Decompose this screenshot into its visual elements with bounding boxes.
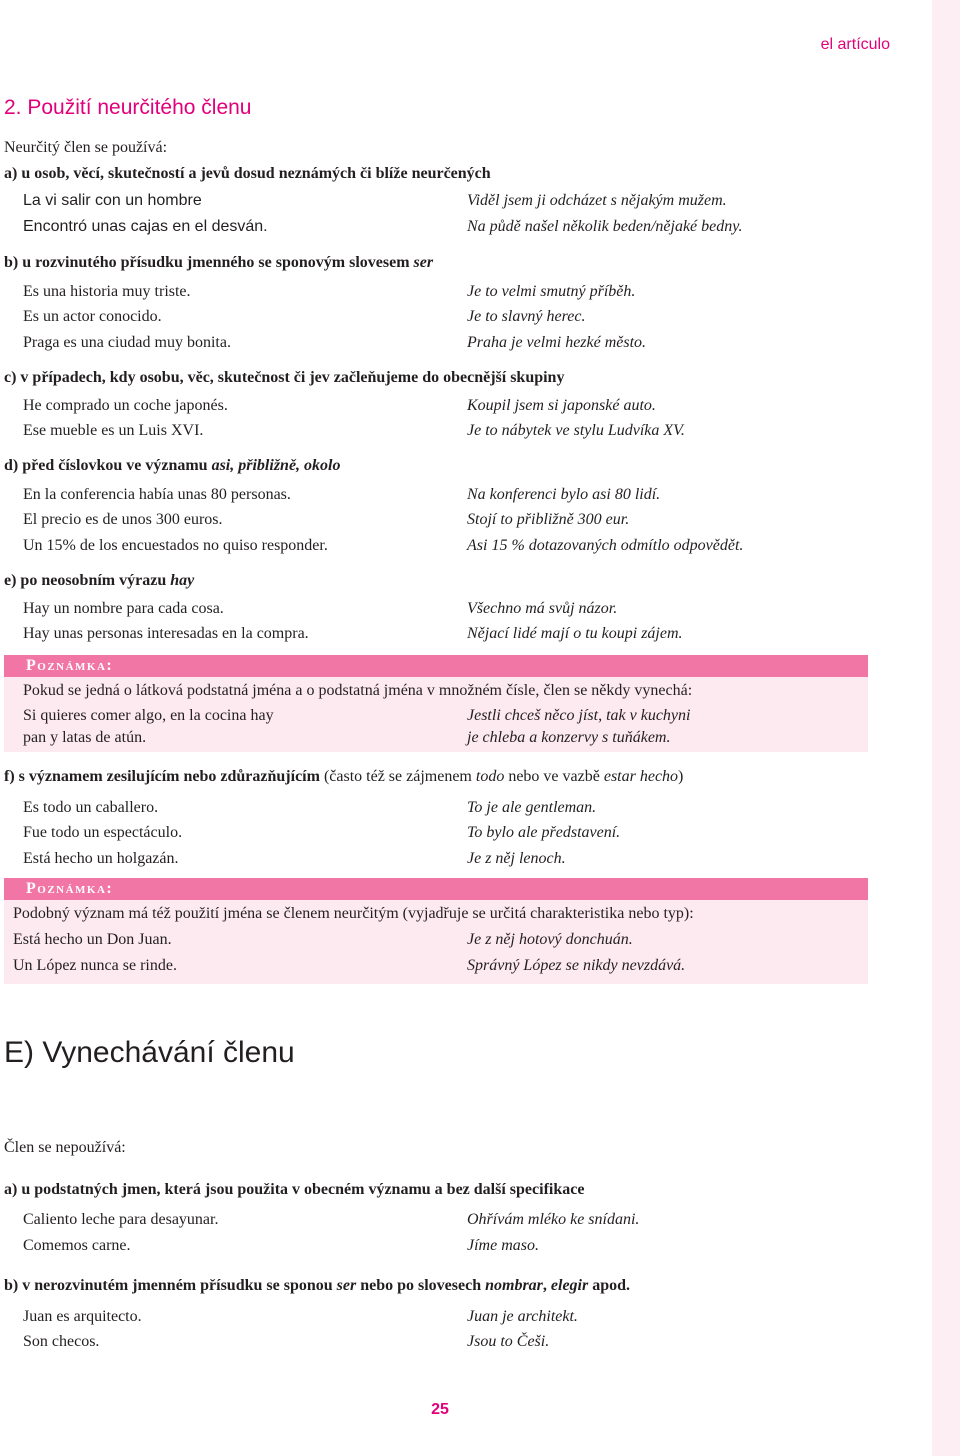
heading-a: a) u podstatných jmen, která jsou použita v obecném významu a bez další specifikace: [4, 1181, 585, 1198]
example-es: El precio es de unos 300 euros.: [23, 511, 223, 528]
note-text: Podobný význam má též použití jména se členem neurčitým (vyjadřuje se určitá charakteristika nebo typ):: [13, 905, 694, 922]
example-es: Es un actor conocido.: [23, 308, 162, 325]
example-es: Caliento leche para desayunar.: [23, 1211, 219, 1228]
running-header: el artículo: [820, 36, 890, 53]
heading-e: e) po neosobním výrazu hay: [4, 572, 195, 589]
example-cz: To bylo ale představení.: [467, 824, 621, 841]
example-es: Está hecho un holgazán.: [23, 850, 179, 867]
example-cz: Všechno má svůj názor.: [467, 600, 618, 617]
example-es: En la conferencia había unas 80 personas.: [23, 486, 291, 503]
example-cz: je chleba a konzervy s tuňákem.: [467, 729, 671, 746]
note-label-bar: Poznámka:: [4, 655, 868, 677]
example-es: He comprado un coche japonés.: [23, 397, 228, 414]
example-es: Si quieres comer algo, en la cocina hay: [23, 707, 274, 724]
heading-c: c) v případech, kdy osobu, věc, skutečnost či jev začleňujeme do obecnější skupiny: [4, 369, 565, 386]
example-es: Hay unas personas interesadas en la compra.: [23, 625, 309, 642]
heading-b: b) v nerozvinutém jmenném přísudku se sponou ser nebo po slovesech nombrar, elegir apod.: [4, 1277, 631, 1294]
example-cz: Je to velmi smutný příběh.: [467, 283, 636, 300]
section-title: E) Vynechávání členu: [4, 1036, 295, 1069]
section-intro: Člen se nepoužívá:: [4, 1139, 126, 1156]
heading-a: a) u osob, věcí, skutečností a jevů dosud neznámých či blíže neurčených: [4, 165, 491, 182]
example-es: Juan es arquitecto.: [23, 1308, 142, 1325]
heading-b: b) u rozvinutého přísudku jmenného se sponovým slovesem ser: [4, 254, 434, 271]
page-edge-strip: [932, 0, 960, 1456]
page-number: 25: [431, 1401, 449, 1418]
example-cz: Je z něj lenoch.: [467, 850, 566, 867]
example-es: Un López nunca se rinde.: [13, 957, 177, 974]
example-es: Es una historia muy triste.: [23, 283, 191, 300]
example-cz: Viděl jsem ji odcházet s nějakým mužem.: [467, 192, 727, 209]
example-cz: Jsou to Češi.: [467, 1333, 550, 1350]
note-label-bar: Poznámka:: [4, 878, 868, 900]
example-cz: Správný López se nikdy nevzdává.: [467, 957, 686, 974]
example-es: Praga es una ciudad muy bonita.: [23, 334, 231, 351]
example-cz: Praha je velmi hezké město.: [467, 334, 647, 351]
example-es: Hay un nombre para cada cosa.: [23, 600, 224, 617]
example-es: Ese mueble es un Luis XVI.: [23, 422, 204, 439]
example-es: Son checos.: [23, 1333, 100, 1350]
heading-f: f) s významem zesilujícím nebo zdůrazňujícím (často též se zájmenem todo nebo ve vazbě estar hecho): [4, 768, 684, 785]
example-cz: To je ale gentleman.: [467, 799, 597, 816]
example-cz: Je to nábytek ve stylu Ludvíka XV.: [467, 422, 685, 439]
example-cz: Stojí to přibližně 300 eur.: [467, 511, 630, 528]
example-cz: Juan je architekt.: [467, 1308, 578, 1325]
note-text: Pokud se jedná o látková podstatná jména a o podstatná jména v množném čísle, člen se někdy vynechá:: [23, 682, 693, 699]
example-cz: Jíme maso.: [467, 1237, 539, 1254]
example-cz: Na půdě našel několik beden/nějaké bedny.: [467, 218, 743, 235]
section-title: 2. Použití neurčitého členu: [4, 96, 252, 119]
example-cz: Ohřívám mléko ke snídani.: [467, 1211, 640, 1228]
example-cz: Asi 15 % dotazovaných odmítlo odpovědět.: [467, 537, 744, 554]
example-es: Fue todo un espectáculo.: [23, 824, 183, 841]
example-es: Es todo un caballero.: [23, 799, 159, 816]
example-es: La vi salir con un hombre: [23, 192, 202, 209]
example-cz: Jestli chceš něco jíst, tak v kuchyni: [467, 707, 691, 724]
heading-d: d) před číslovkou ve významu asi, přibližně, okolo: [4, 457, 341, 474]
example-cz: Na konferenci bylo asi 80 lidí.: [467, 486, 661, 503]
example-cz: Nějací lidé mají o tu koupi zájem.: [467, 625, 683, 642]
example-es: Comemos carne.: [23, 1237, 131, 1254]
example-es: Un 15% de los encuestados no quiso responder.: [23, 537, 328, 554]
example-es: Encontró unas cajas en el desván.: [23, 218, 268, 235]
section-intro: Neurčitý člen se používá:: [4, 139, 168, 156]
example-cz: Koupil jsem si japonské auto.: [467, 397, 656, 414]
example-cz: Je to slavný herec.: [467, 308, 586, 325]
example-es: Está hecho un Don Juan.: [13, 931, 172, 948]
example-cz: Je z něj hotový donchuán.: [467, 931, 633, 948]
example-es: pan y latas de atún.: [23, 729, 147, 746]
